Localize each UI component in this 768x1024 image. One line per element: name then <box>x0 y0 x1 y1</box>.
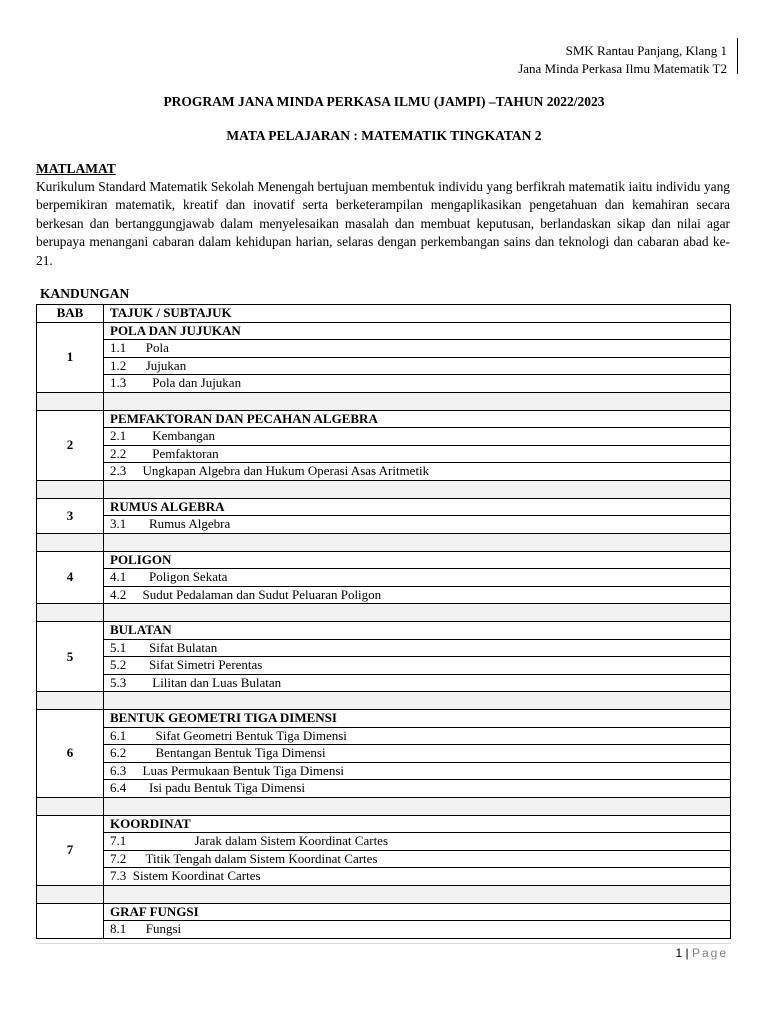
subtopic-row <box>37 674 731 692</box>
subtopic-row <box>37 762 731 780</box>
spacer-cell <box>104 392 731 410</box>
page-label: Page <box>691 946 728 960</box>
chapter-title: POLIGON <box>104 551 731 569</box>
chapter-title-row <box>37 710 731 728</box>
subtopic: 4.1 Poligon Sekata <box>104 569 731 587</box>
chapter-title-row <box>37 410 731 428</box>
spacer-cell <box>37 885 104 903</box>
subtopic-row <box>37 569 731 587</box>
spacer-cell <box>104 604 731 622</box>
contents-table <box>36 304 731 939</box>
spacer-cell <box>104 885 731 903</box>
column-header-bab: BAB <box>37 305 104 323</box>
subtopic-row <box>37 727 731 745</box>
subtopic-row <box>37 375 731 393</box>
spacer-cell <box>37 533 104 551</box>
subtopic: 7.2 Titik Tengah dalam Sistem Koordinat Cartes <box>104 850 731 868</box>
page-footer <box>675 946 728 960</box>
page-number: 1 <box>675 946 683 960</box>
page-separator: | <box>685 946 689 960</box>
spacer-cell <box>104 692 731 710</box>
subtopic: 3.1 Rumus Algebra <box>104 516 731 534</box>
spacer-cell <box>37 797 104 815</box>
chapter-number: 2 <box>37 410 104 480</box>
spacer-cell <box>104 533 731 551</box>
subtopic: 7.3 Sistem Koordinat Cartes <box>104 868 731 886</box>
subtopic: 5.2 Sifat Simetri Perentas <box>104 657 731 675</box>
chapter-title-row <box>37 903 731 921</box>
spacer-row <box>37 797 731 815</box>
header-program: Jana Minda Perkasa Ilmu Matematik T2 <box>518 61 727 76</box>
chapter-title: BENTUK GEOMETRI TIGA DIMENSI <box>104 710 731 728</box>
spacer-row <box>37 604 731 622</box>
chapter-title-row <box>37 551 731 569</box>
subtopic: 8.1 Fungsi <box>104 921 731 939</box>
subtopic: 1.3 Pola dan Jujukan <box>104 375 731 393</box>
subtopic-row <box>37 428 731 446</box>
chapter-title-row <box>37 498 731 516</box>
column-header-tajuk: TAJUK / SUBTAJUK <box>104 305 731 323</box>
subtopic-row <box>37 657 731 675</box>
subtopic-row <box>37 850 731 868</box>
subtopic: 6.2 Bentangan Bentuk Tiga Dimensi <box>104 745 731 763</box>
subtopic-row <box>37 921 731 939</box>
chapter-title: RUMUS ALGEBRA <box>104 498 731 516</box>
chapter-number: 7 <box>37 815 104 885</box>
subtopic-row <box>37 780 731 798</box>
spacer-cell <box>37 480 104 498</box>
subtopic: 2.1 Kembangan <box>104 428 731 446</box>
subtopic-row <box>37 833 731 851</box>
footer-divider <box>36 943 731 944</box>
chapter-number: 1 <box>37 322 104 392</box>
subtopic: 6.4 Isi padu Bentuk Tiga Dimensi <box>104 780 731 798</box>
subtopic: 2.3 Ungkapan Algebra dan Hukum Operasi Asas Aritmetik <box>104 463 731 481</box>
spacer-cell <box>104 480 731 498</box>
spacer-cell <box>104 797 731 815</box>
subtopic-row <box>37 516 731 534</box>
document-title: PROGRAM JANA MINDA PERKASA ILMU (JAMPI) –TAHUN 2022/2023 <box>163 94 605 109</box>
spacer-row <box>37 480 731 498</box>
subtopic: 6.1 Sifat Geometri Bentuk Tiga Dimensi <box>104 727 731 745</box>
kandungan-heading: KANDUNGAN <box>40 286 130 301</box>
subtopic-row <box>37 445 731 463</box>
subtopic: 1.2 Jujukan <box>104 357 731 375</box>
chapter-title-row <box>37 815 731 833</box>
chapter-number: 3 <box>37 498 104 533</box>
matlamat-heading: MATLAMAT <box>36 161 116 176</box>
header-school: SMK Rantau Panjang, Klang 1 <box>565 43 727 58</box>
spacer-cell <box>37 392 104 410</box>
subtopic: 5.3 Lilitan dan Luas Bulatan <box>104 674 731 692</box>
matlamat-paragraph: Kurikulum Standard Matematik Sekolah Menengah bertujuan membentuk individu yang berfikrah matematik iaitu individu yang berpemikiran matematik, kreatif dan inovatif serta berketerampilan mengaplikasikan pengetahuan dan kemahiran secara berkesan dan bertanggungjawab dalam menyelesaikan masalah dan membuat keputusan, berlandaskan sikap dan nilai agar berupaya menangani cabaran dalam kehidupan harian, selaras dengan perkembangan sains dan teknologi dan cabaran abad ke-21. <box>36 179 730 268</box>
spacer-row <box>37 533 731 551</box>
header-margin-mark <box>737 38 738 74</box>
chapter-title: BULATAN <box>104 622 731 640</box>
subtopic-row <box>37 463 731 481</box>
spacer-row <box>37 885 731 903</box>
subtopic-row <box>37 357 731 375</box>
chapter-title: KOORDINAT <box>104 815 731 833</box>
subtopic: 1.1 Pola <box>104 340 731 358</box>
subject-title: MATA PELAJARAN : MATEMATIK TINGKATAN 2 <box>226 128 542 143</box>
subtopic: 7.1 Jarak dalam Sistem Koordinat Cartes <box>104 833 731 851</box>
spacer-cell <box>37 692 104 710</box>
chapter-number <box>37 903 104 938</box>
chapter-title-row <box>37 322 731 340</box>
subtopic-row <box>37 340 731 358</box>
subtopic-row <box>37 745 731 763</box>
subtopic: 4.2 Sudut Pedalaman dan Sudut Peluaran Poligon <box>104 586 731 604</box>
chapter-title: PEMFAKTORAN DAN PECAHAN ALGEBRA <box>104 410 731 428</box>
spacer-cell <box>37 604 104 622</box>
table-header-row <box>37 305 731 323</box>
chapter-title: GRAF FUNGSI <box>104 903 731 921</box>
subtopic: 2.2 Pemfaktoran <box>104 445 731 463</box>
chapter-number: 5 <box>37 622 104 692</box>
subtopic: 5.1 Sifat Bulatan <box>104 639 731 657</box>
chapter-title: POLA DAN JUJUKAN <box>104 322 731 340</box>
spacer-row <box>37 392 731 410</box>
subtopic-row <box>37 868 731 886</box>
chapter-number: 6 <box>37 710 104 798</box>
subtopic-row <box>37 639 731 657</box>
chapter-title-row <box>37 622 731 640</box>
subtopic: 6.3 Luas Permukaan Bentuk Tiga Dimensi <box>104 762 731 780</box>
subtopic-row <box>37 586 731 604</box>
spacer-row <box>37 692 731 710</box>
chapter-number: 4 <box>37 551 104 604</box>
